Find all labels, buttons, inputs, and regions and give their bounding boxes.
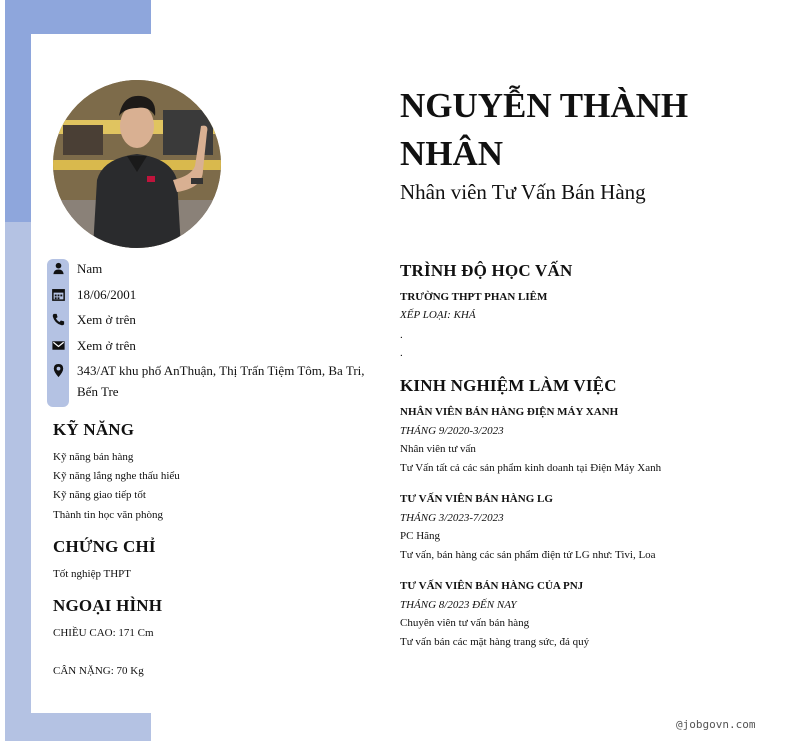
- appearance-height: CHIỀU CAO: 171 Cm: [53, 627, 154, 639]
- job-description: Tư Vấn tất cả các sản phẩm kinh doanh tại Điện Máy Xanh: [400, 462, 662, 474]
- job-description: Tư vấn bán các mặt hàng trang sức, đá quý: [400, 636, 590, 648]
- job-position: TƯ VẤN VIÊN BÁN HÀNG LG: [400, 493, 553, 505]
- education-line: .: [400, 329, 403, 341]
- contact-info-bar: [47, 259, 69, 407]
- skill-item: Thành tin học văn phòng: [53, 509, 163, 521]
- certificate-item: Tốt nghiệp THPT: [53, 568, 132, 580]
- site-watermark: @jobgovn.com: [676, 718, 756, 731]
- contact-gender: Nam: [77, 261, 103, 276]
- job-period: THÁNG 8/2023 ĐẾN NAY: [400, 599, 517, 611]
- job-description: Tư vấn, bán hàng các sản phẩm điện tử LG như: Tivi, Loa: [400, 549, 656, 561]
- skill-item: Kỹ năng lắng nghe thấu hiểu: [53, 470, 180, 482]
- job-position: TƯ VẤN VIÊN BÁN HÀNG CỦA PNJ: [400, 580, 584, 592]
- contact-phone: Xem ở trên: [77, 312, 136, 327]
- mail-icon: [51, 338, 66, 353]
- contact-address: 343/AT khu phố AnThuận, Thị Trấn Tiệm Tôm, Ba Tri, Bến Tre: [77, 363, 365, 399]
- education-title: TRÌNH ĐỘ HỌC VẤN: [400, 261, 573, 280]
- skills-title: KỸ NĂNG: [53, 420, 135, 439]
- contact-birthday: 18/06/2001: [77, 287, 137, 302]
- job-role: Chuyên viên tư vấn bán hàng: [400, 617, 530, 629]
- appearance-title: NGOẠI HÌNH: [53, 596, 163, 615]
- job-position: NHÂN VIÊN BÁN HÀNG ĐIỆN MÁY XANH: [400, 406, 619, 418]
- job-role: PC Hãng: [400, 530, 441, 542]
- candidate-name: NGUYỄN THÀNH NHÂN: [400, 86, 689, 173]
- contact-email: Xem ở trên: [77, 338, 136, 353]
- profile-photo: [53, 80, 221, 248]
- job-role: Nhân viên tư vấn: [400, 443, 476, 455]
- job-period: THÁNG 9/2020-3/2023: [400, 425, 504, 437]
- appearance-weight: CÂN NẶNG: 70 Kg: [53, 665, 144, 677]
- phone-icon: [51, 312, 66, 327]
- skill-item: Kỹ năng bán hàng: [53, 451, 134, 463]
- profile-photo-illustration: [53, 80, 221, 248]
- education-line: .: [400, 347, 403, 359]
- calendar-icon: [51, 287, 66, 302]
- education-school: TRƯỜNG THPT PHAN LIÊM: [400, 291, 548, 303]
- location-icon: [51, 363, 66, 378]
- candidate-job-title: Nhân viên Tư Vấn Bán Hàng: [400, 180, 646, 204]
- skill-item: Kỹ năng giao tiếp tốt: [53, 489, 146, 501]
- certificates-title: CHỨNG CHỈ: [53, 537, 156, 556]
- person-icon: [51, 261, 66, 276]
- education-rank: XẾP LOẠI: KHÁ: [400, 309, 476, 321]
- job-period: THÁNG 3/2023-7/2023: [400, 512, 504, 524]
- experience-title: KINH NGHIỆM LÀM VIỆC: [400, 376, 617, 395]
